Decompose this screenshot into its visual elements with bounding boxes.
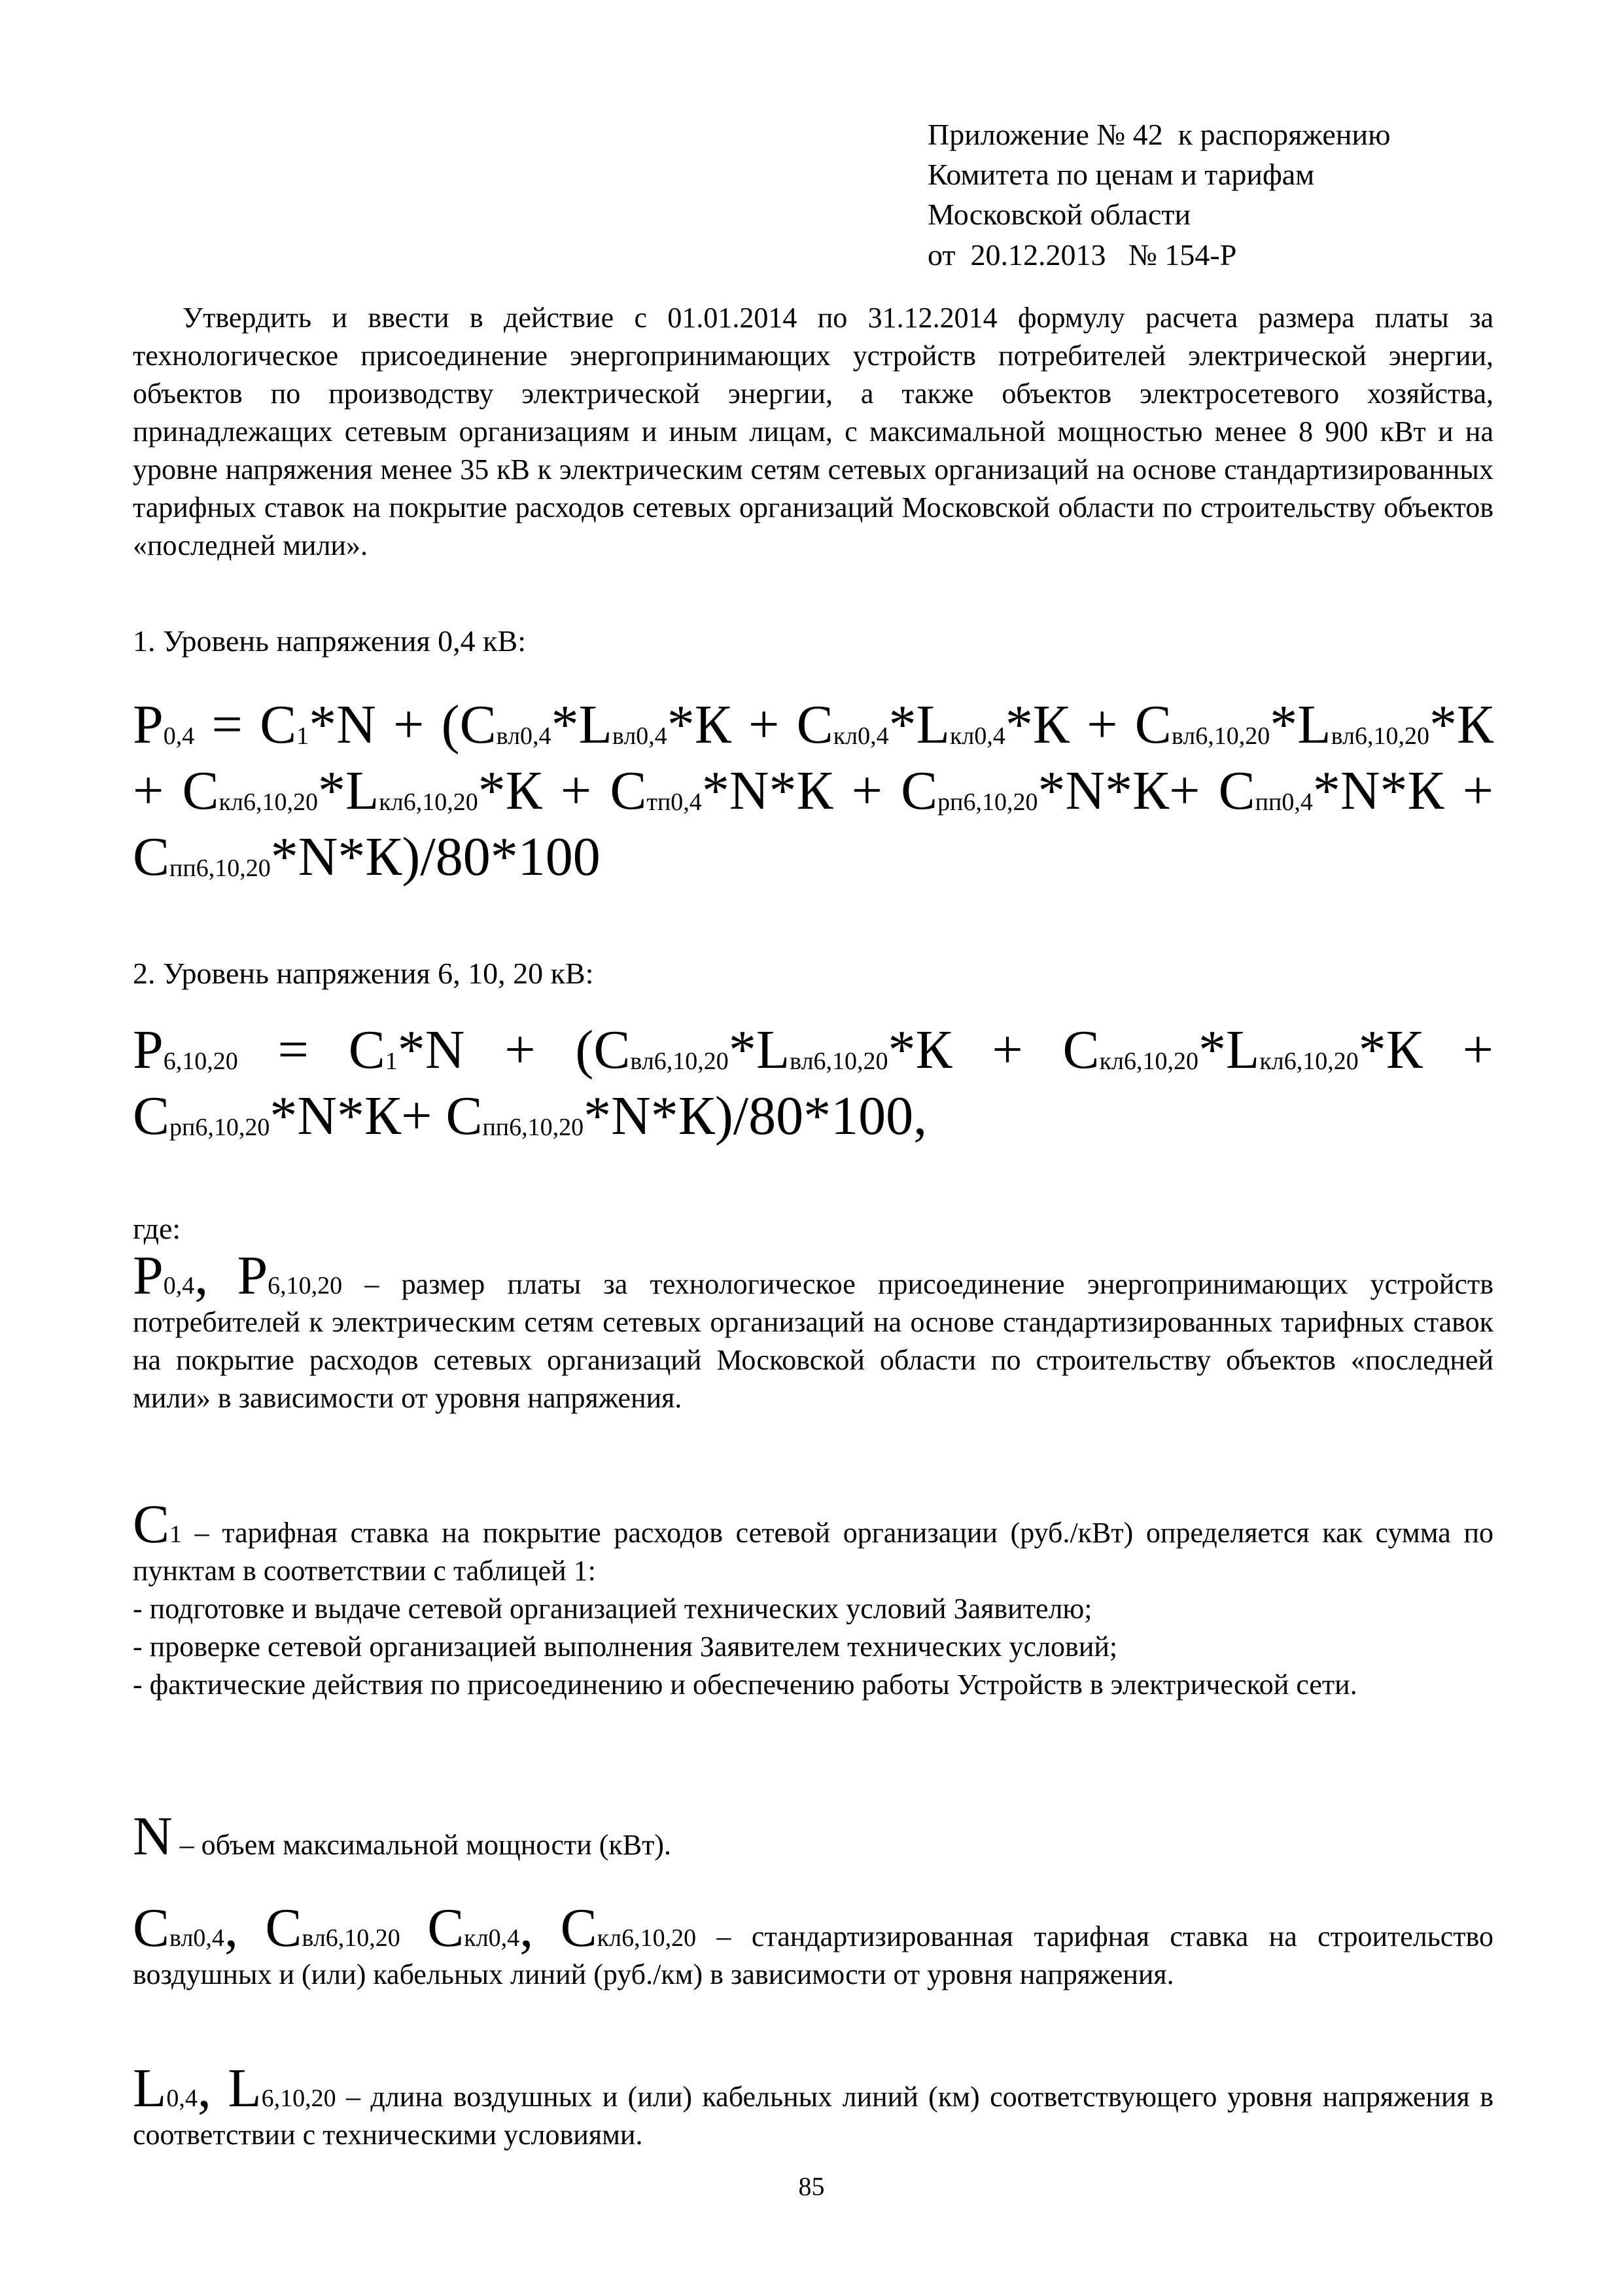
definition-p [133,1245,1494,1417]
formula-term-subscript: вл6,10,20 [630,1047,729,1075]
definition-symbol-text: , Р [194,1245,268,1306]
formula-term-subscript: 1 [296,722,309,750]
formula-term-text: *К + С [667,694,833,755]
definition-symbol-subscript: вл6,10,20 [302,1924,400,1952]
definition-symbol-subscript: 0,4 [163,1272,195,1299]
definition-symbol-text: , L [197,2058,262,2119]
formula-term-text: *L [1198,1019,1260,1080]
section-2-title: 2. Уровень напряжения 6, 10, 20 кВ: [133,957,594,990]
page-number: 85 [798,2172,825,2201]
definition-list-item: - подготовке и выдаче сетевой организацией технических условий Заявителю; [133,1593,1092,1625]
definition-symbol-subscript: кл0,4 [464,1924,520,1952]
formula-term-text: Р [133,694,164,755]
definition-symbol-subscript: вл0,4 [169,1924,224,1952]
definition-symbol-text: L [133,2058,167,2119]
definition-symbol-subscript: 6,10,20 [268,1272,343,1299]
formula-term-text: *L [1270,694,1331,755]
definition-symbol-text: С [133,1898,170,1958]
formula-term-text: *N*К + С [133,760,1494,887]
definition-text: – стандартизированная тарифная ставка на строительство воздушных и (или) кабельных линий (руб./км) в зависимости от уровня напряжения. [133,1920,1494,1991]
intro-text: Утвердить и ввести в действие с 01.01.2014 по 31.12.2014 формулу расчета размера платы за технологическое присоединение энергопринимающих устройств потребителей электрической энергии, объектов по производству электрической энергии, а также объектов электросетевого хозяйства, принадлежащих сетевым организациям и иным лицам, с максимальной мощностью менее 8 900 кВт и на уровне напряжения менее 35 кВ к электрическим сетям сетевых организаций на основе стандартизированных тарифных ставок на покрытие расходов сетевых организаций Московской области по строительству объектов «последней мили». [133,302,1493,562]
definition-symbol-text: С [400,1898,464,1958]
appendix-header [928,115,1516,275]
formula-term-text: *L [728,1019,790,1080]
definition-symbol-subscript: 0,4 [166,2085,198,2112]
formula-term-subscript: вл6,10,20 [1171,722,1270,750]
formula-term-text: *К + С [1005,694,1172,755]
definition-symbol-text: , С [224,1898,302,1958]
definition-text: – размер платы за технологическое присоединение энергопринимающих устройств потребителей к электрическим сетям сетевых организаций на основе стандартизированных тарифных ставок на покрытие расходов сетевых организаций Московской области по строительству объектов «последней мили» в зависимости от уровня напряжения. [133,1268,1494,1415]
formula-term-subscript: 0,4 [163,722,195,750]
formula-term-text: *N + (С [309,694,497,755]
formula-term-text: = С [237,1019,385,1080]
definition-l [133,2058,1493,2154]
formula-term-text: *N + (С [397,1019,631,1080]
formula-term-subscript: кл0,4 [949,722,1005,750]
formula-term-text: *К + С [478,760,647,821]
formula-term-subscript: 1 [385,1047,398,1075]
definition-paragraph [133,1806,1493,1867]
definition-c1 [133,1494,1493,1704]
definition-n [133,1806,1493,1867]
formula-term-subscript: рп6,10,20 [937,788,1038,816]
definition-symbol-text: , С [519,1898,597,1958]
header-line: от 20.12.2013 № 154-Р [928,238,1237,272]
formula-term-text: *К + С [133,1019,1493,1146]
formula-term-text: *К + С [888,1019,1100,1080]
formula-term-text: *N*К+ С [270,1085,483,1146]
formula-term-subscript: пп6,10,20 [482,1113,584,1141]
formula-term-subscript: кл0,4 [833,722,889,750]
header-line: Комитета по ценам и тарифам [928,158,1315,192]
formula-term-subscript: вл6,10,20 [1331,722,1429,750]
definition-list-item: - фактические действия по присоединению и обеспечению работы Устройств в электрической сети. [133,1669,1357,1701]
definition-symbol-text: N [133,1806,173,1867]
definition-text: – объем максимальной мощности (кВт). [172,1829,672,1861]
definition-paragraph [133,1245,1494,1417]
definition-text: – тарифная ставка на покрытие расходов сетевой организации (руб./кВт) определяется как сумма по пунктам в соответствии с таблицей 1: [133,1517,1493,1587]
formula-term-subscript: 6,10,20 [163,1047,238,1075]
definition-list-item: - проверке сетевой организацией выполнения Заявителем технических условий; [133,1631,1118,1663]
formula-term-subscript: кл6,10,20 [379,788,478,816]
definition-paragraph [133,2058,1493,2154]
formula-6-10-20kv [133,1017,1493,1150]
formula-term-text: *N*К)/80*100, [584,1085,928,1146]
definition-text: – длина воздушных и (или) кабельных линий (км) соответствующего уровня напряжения в соответствии с техническими условиями. [133,2081,1493,2151]
formula-term-subscript: рп6,10,20 [169,1113,270,1141]
definition-paragraph [133,1898,1494,1994]
definition-symbol-text: Р [133,1245,164,1306]
definition-paragraph [133,1494,1493,1590]
formula-term-subscript: кл6,10,20 [1259,1047,1359,1075]
formula-term-subscript: вл0,4 [612,722,667,750]
section-1-title: 1. Уровень напряжения 0,4 кВ: [133,624,526,658]
intro-paragraph [133,299,1493,565]
formula-term-text: *К + С [133,694,1493,821]
formula-term-text: *L [888,694,950,755]
definition-symbol-subscript: 1 [169,1521,183,1548]
header-line: Приложение № 42 к распоряжению [928,118,1391,151]
formula-term-text: *L [317,760,379,821]
formula-term-subscript: вл6,10,20 [790,1047,888,1075]
header-line: Московской области [928,198,1191,232]
definition-symbol-subscript: 6,10,20 [261,2085,336,2112]
formula-term-subscript: тп0,4 [646,788,702,816]
formula-term-text: *N*К)/80*100 [270,826,601,887]
formula-0-4kv [133,692,1493,890]
formula-term-subscript: кл6,10,20 [218,788,318,816]
where-label: где: [133,1212,181,1245]
definition-c [133,1898,1494,1994]
formula-term-text: *N*К+ С [1038,760,1255,821]
formula-term-text: Р [133,1019,164,1080]
formula-term-subscript: пп6,10,20 [169,854,271,882]
formula-term-text: = С [194,694,297,755]
formula-term-text: *N*К + С [701,760,938,821]
definition-symbol-text: С [133,1494,170,1555]
formula-term-subscript: кл6,10,20 [1099,1047,1199,1075]
formula-term-subscript: вл0,4 [496,722,551,750]
formula-term-subscript: пп0,4 [1255,788,1313,816]
formula-term-text: *L [551,694,612,755]
definition-symbol-subscript: кл6,10,20 [597,1924,697,1952]
